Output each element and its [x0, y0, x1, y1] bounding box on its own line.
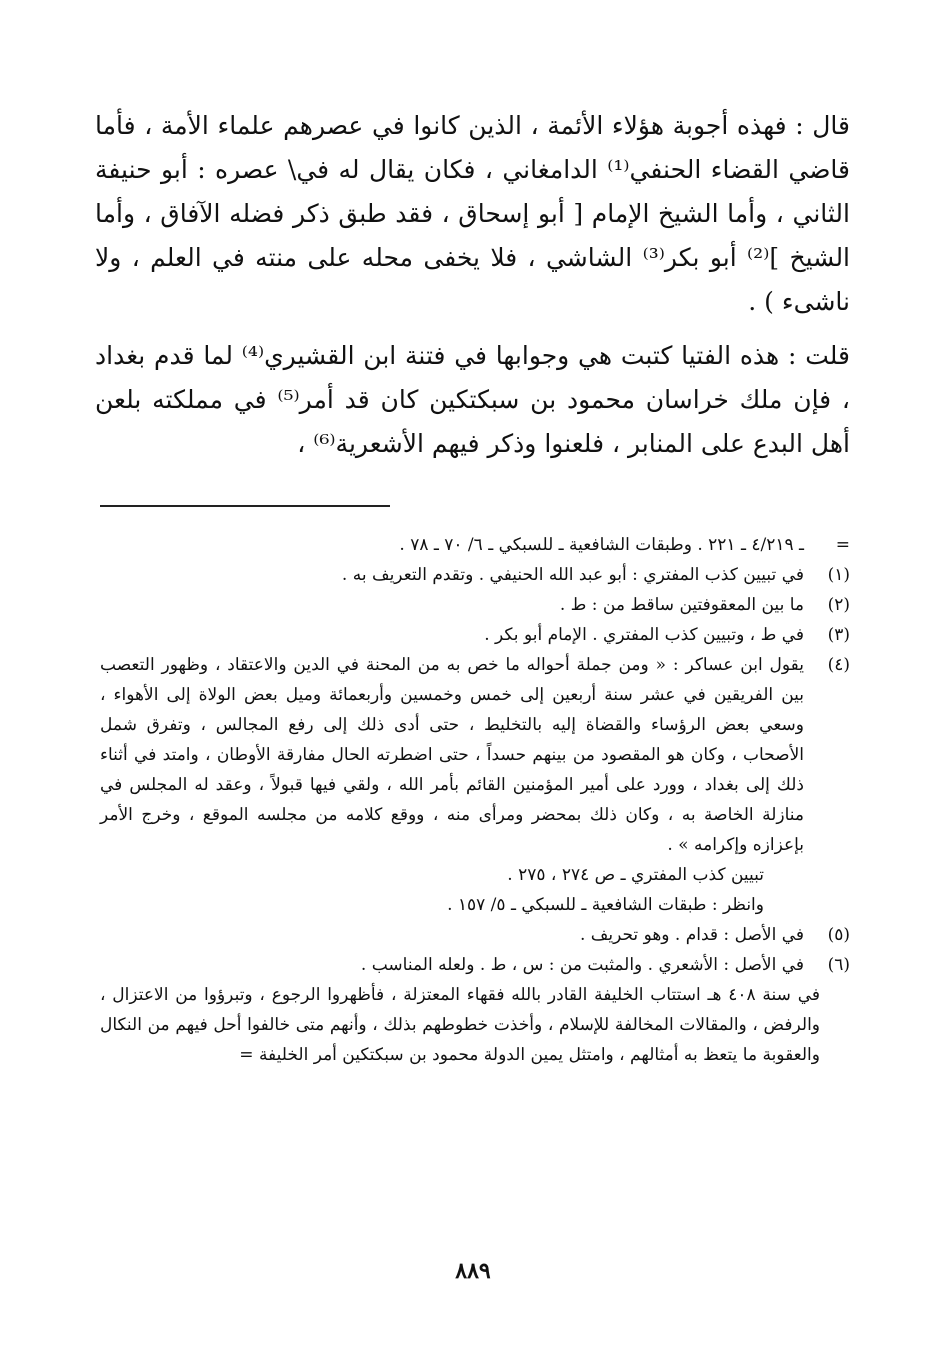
footnote-number: (٢) — [827, 595, 850, 615]
footnote-3 — [100, 620, 850, 650]
footnote-text: في ط ، وتبيين كذب المفتري . الإمام أبو بكر . — [484, 625, 804, 645]
footnote-2 — [100, 590, 850, 620]
main-paragraph-1: قال : فهذه أجوبة هؤلاء الأئمة ، الذين كانوا في عصرهم علماء الأمة ، فأما قاضي القضاء الحنفي⁽¹⁾ الدامغاني ، فكان يقال له في\ عصره : أبو حنيفة الثاني ، وأما الشيخ الإمام [ أبو إسحاق ، فقد طبق ذكر فضله الآفاق ، وأما الشيخ ]⁽²⁾ أبو بكر⁽³⁾ الشاشي ، فلا يخفى محله على منته في العلم ، ولا ناشىء ) . — [95, 111, 851, 316]
footnote-text: ـ ٤/٢١٩ ـ ٢٢١ . وطبقات الشافعية ـ للسبكي ـ ٦/ ٧٠ ـ ٧٨ . — [399, 535, 804, 555]
footnote-4-reference-2: وانظر : طبقات الشافعية ـ للسبكي ـ ٥/ ١٥٧ . — [447, 895, 764, 915]
footnote-1 — [100, 560, 850, 590]
page-number: ٨٨٩ — [455, 1258, 491, 1284]
footnote-separator — [100, 505, 390, 507]
footnote-number: (٦) — [827, 955, 850, 975]
footnote-carry-over — [100, 530, 850, 560]
footnote-text: ما بين المعقوفتين ساقط من : ط . — [559, 595, 804, 615]
footnote-text: في الأصل : قدام . وهو تحريف . — [579, 925, 804, 945]
footnotes — [100, 530, 850, 1070]
footnote-number: (٥) — [827, 925, 850, 945]
footnote-5 — [100, 920, 850, 950]
footnote-number: (١) — [827, 565, 850, 585]
footnote-4-reference-1: تبيين كذب المفتري ـ ص ٢٧٤ ، ٢٧٥ . — [507, 865, 764, 885]
footnote-text: يقول ابن عساكر : « ومن جملة أحواله ما خص به من المحنة في الدين والاعتقاد ، وظهور التعصب بين الفريقين في عشر سنة أربعين إلى خمس وخمسين وأربعمائة وميل بعض الولاة إلى الأهواء ، وسعي بعض الرؤساء والقضاة إليه بالتخليط ، حتى أدى ذلك إلى رفع المجالس ، وتفرق شمل الأصحاب ، وكان هو المقصود من بينهم حسداً ، حتى اضطرته الحال مفارقة الأوطان ، وامتد في أثناء ذلك إلى بغداد ، وورد على أمير المؤمنين القائم بأمر الله ، ولقي فيها قبولاً ، وعقد له المجلس في منازلة الخاصة به ، وكان ذلك بمحضر ومرأى منه ، ووقع كلامه من مجلسه الموقع ، وخرج الأمر بإعزازه وإكرامه » . — [100, 655, 804, 855]
footnote-text: في الأصل : الأشعري . والمثبت من : س ، ط . ولعله المناسب . — [360, 955, 804, 975]
main-text — [95, 104, 850, 466]
footnote-number: (٣) — [827, 625, 850, 645]
footnote-6 — [100, 950, 850, 980]
footnote-6-continuation: في سنة ٤٠٨ هـ استتاب الخليفة القادر بالله فقهاء المعتزلة ، فأظهروا الرجوع ، وتبرؤوا من الاعتزال ، والرفض ، والمقالات المخالفة للإسلام ، وأخذت خطوطهم بذلك ، وأنهم متى خالفوا أحل فيهم من النكال والعقوبة ما يتعظ به أمثالهم ، وامتثل يمين الدولة محمود بن سبكتكين أمر الخليفة = — [100, 985, 820, 1065]
footnote-number: = — [835, 535, 850, 555]
footnote-text: في تبيين كذب المفتري : أبو عبد الله الحنيفي . وتقدم التعريف به . — [341, 565, 804, 585]
main-paragraph-2: قلت : هذه الفتيا كتبت هي وجوابها في فتنة ابن القشيري⁽⁴⁾ لما قدم بغداد ، فإن ملك خراسان محمود بن سبكتكين كان قد أمر⁽⁵⁾ في مملكته بلعن أهل البدع على المنابر ، فلعنوا وذكر فيهم الأشعرية⁽⁶⁾ ، — [95, 341, 850, 458]
footnote-4 — [100, 650, 850, 860]
footnote-number: (٤) — [827, 655, 850, 675]
